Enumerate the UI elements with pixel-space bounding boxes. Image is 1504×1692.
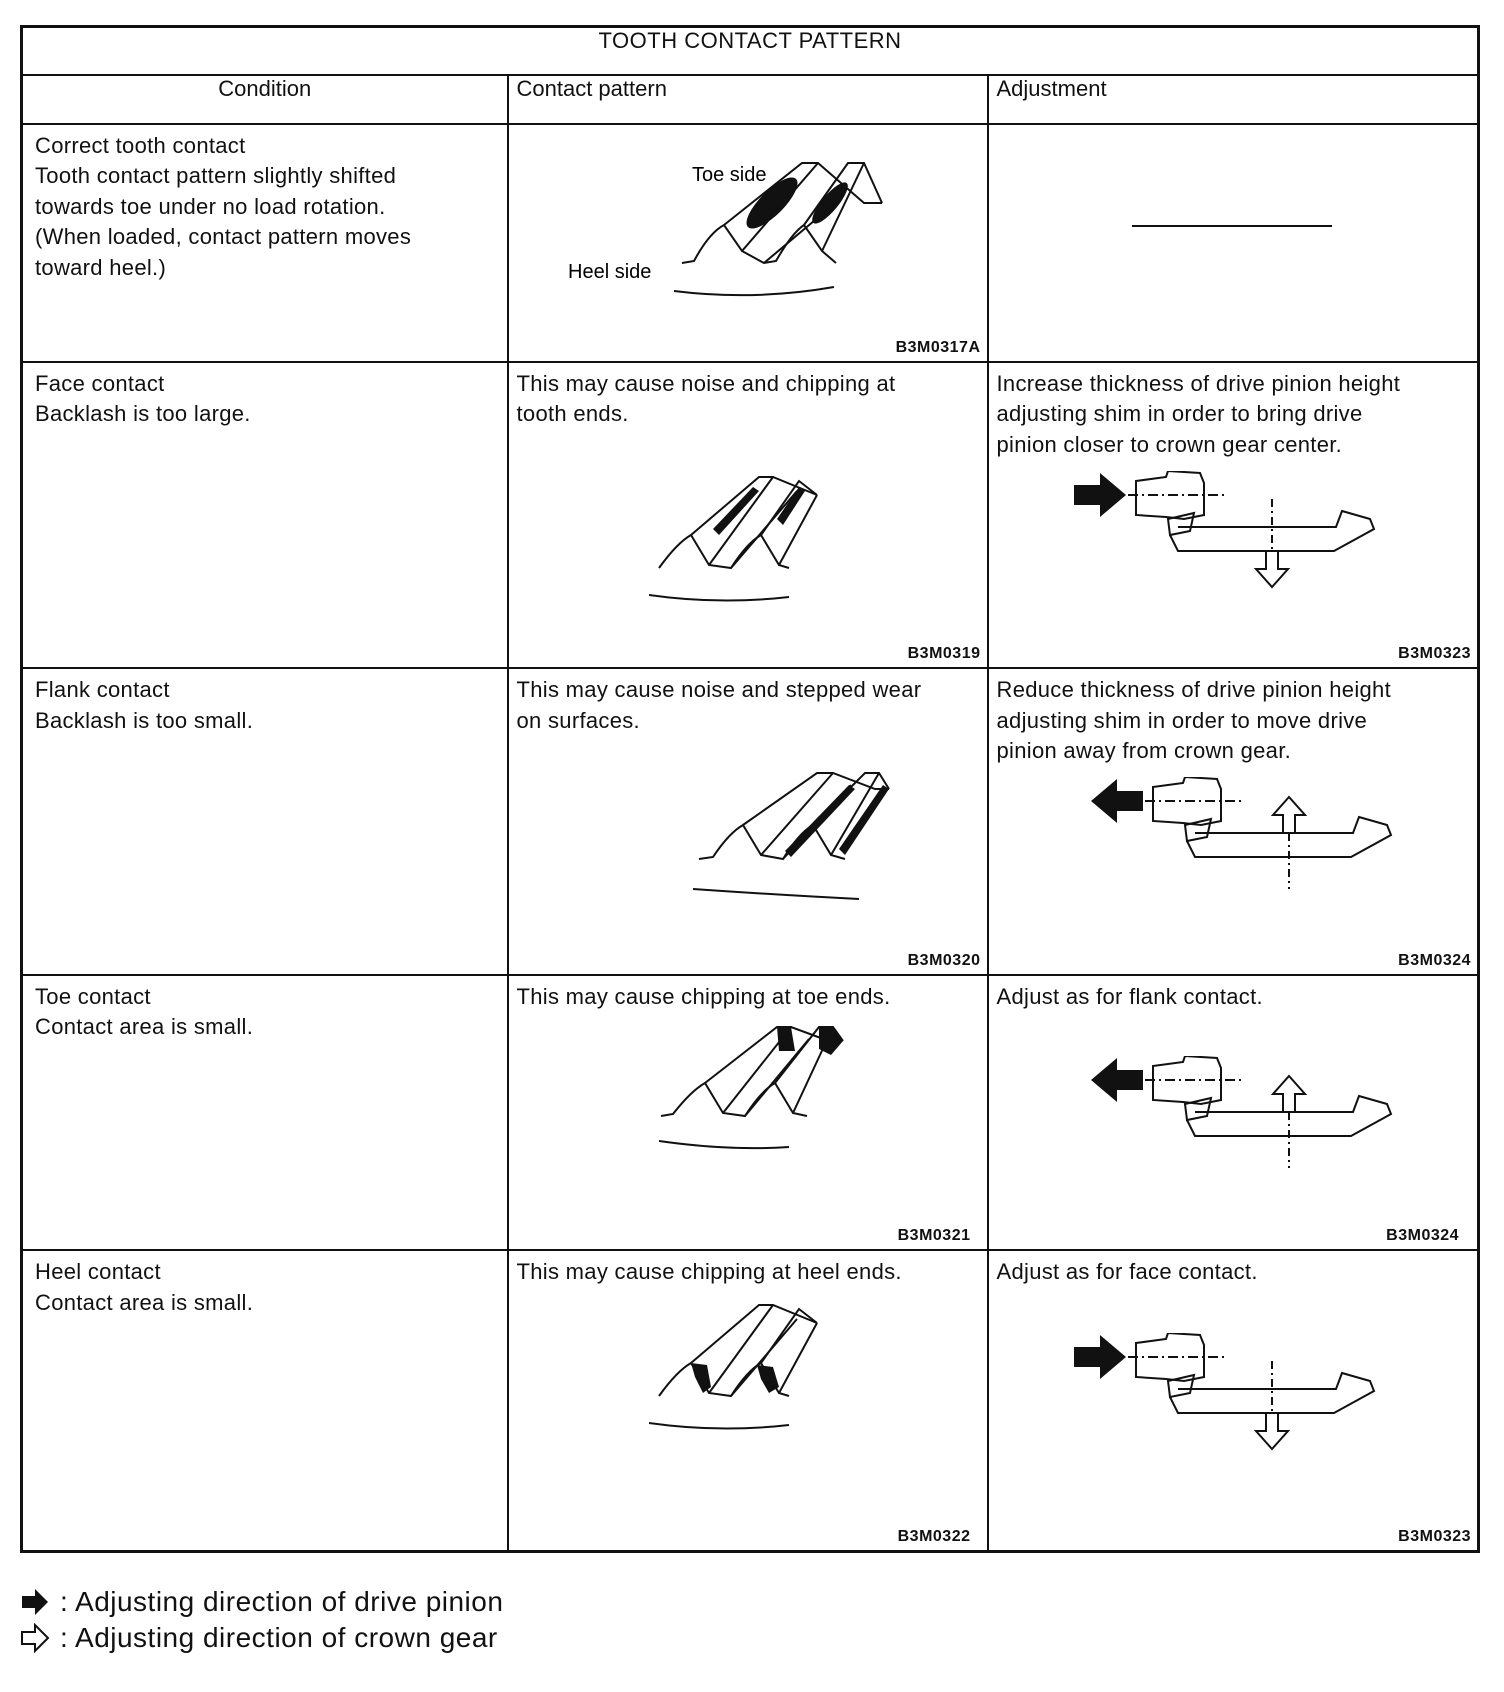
condition-cell bbox=[22, 975, 508, 1251]
condition-name: Face contact bbox=[35, 370, 165, 396]
solid-arrow-icon bbox=[1091, 779, 1143, 823]
figure-code: B3M0324 bbox=[1386, 1227, 1460, 1245]
condition-name: Flank contact bbox=[35, 677, 170, 703]
adjustment-text: Adjust as for face contact. bbox=[996, 1259, 1258, 1285]
contact-pattern-cell bbox=[508, 1250, 988, 1551]
contact-pattern-cell bbox=[508, 124, 988, 362]
figure-code: B3M0323 bbox=[1398, 645, 1472, 663]
outline-arrow-icon bbox=[20, 1623, 50, 1653]
gear-tooth-figure bbox=[689, 769, 919, 919]
figure-code: B3M0319 bbox=[907, 645, 981, 663]
condition-cell bbox=[22, 668, 508, 974]
adjustment-text: Reduce thickness of drive pinion height bbox=[996, 677, 1391, 703]
contact-pattern-text: tooth ends. bbox=[516, 401, 629, 427]
contact-pattern-text: This may cause noise and stepped wear bbox=[516, 677, 922, 703]
gear-tooth-figure bbox=[649, 473, 849, 613]
table-title: TOOTH CONTACT PATTERN bbox=[22, 27, 1479, 76]
gear-tooth-figure bbox=[659, 1021, 859, 1161]
legend-text: : Adjusting direction of crown gear bbox=[60, 1622, 498, 1653]
adjustment-text: Adjust as for flank contact. bbox=[996, 983, 1263, 1009]
solid-arrow-icon bbox=[1074, 1335, 1126, 1379]
no-adjustment-dash bbox=[1132, 225, 1332, 227]
contact-pattern-text: This may cause chipping at heel ends. bbox=[516, 1259, 902, 1285]
legend-text: : Adjusting direction of drive pinion bbox=[60, 1586, 504, 1617]
pinion-adjustment-figure bbox=[1091, 777, 1431, 917]
legend-drive-pinion bbox=[20, 1586, 503, 1618]
solid-arrow-icon bbox=[1091, 1058, 1143, 1102]
adjustment-text: adjusting shim in order to move drive bbox=[996, 707, 1368, 733]
adjustment-text: pinion closer to crown gear center. bbox=[996, 431, 1343, 457]
condition-cell bbox=[22, 362, 508, 668]
condition-cell bbox=[22, 1250, 508, 1551]
pinion-adjustment-figure bbox=[1091, 1056, 1431, 1196]
table-row bbox=[22, 1250, 1479, 1551]
condition-name: Toe contact bbox=[35, 983, 151, 1009]
condition-name: Heel contact bbox=[35, 1259, 161, 1285]
legend-crown-gear bbox=[20, 1622, 498, 1654]
table-row bbox=[22, 668, 1479, 974]
condition-description: towards toe under no load rotation. bbox=[35, 193, 386, 219]
figure-code: B3M0324 bbox=[1398, 951, 1472, 969]
condition-description: Contact area is small. bbox=[35, 1289, 254, 1315]
contact-pattern-text: on surfaces. bbox=[516, 707, 640, 733]
solid-arrow-icon bbox=[20, 1587, 50, 1617]
condition-description: Backlash is too large. bbox=[35, 401, 251, 427]
solid-arrow-icon bbox=[1074, 473, 1126, 517]
condition-name: Correct tooth contact bbox=[35, 132, 246, 158]
adjustment-cell bbox=[988, 668, 1479, 974]
contact-pattern-text: This may cause noise and chipping at bbox=[516, 370, 896, 396]
condition-description: Contact area is small. bbox=[35, 1014, 254, 1040]
condition-cell bbox=[22, 124, 508, 362]
heel-side-label: Heel side bbox=[567, 260, 651, 283]
pinion-adjustment-figure bbox=[1074, 471, 1414, 611]
adjustment-cell bbox=[988, 975, 1479, 1251]
contact-pattern-cell bbox=[508, 975, 988, 1251]
figure-code: B3M0320 bbox=[907, 951, 981, 969]
condition-description: (When loaded, contact pattern moves bbox=[35, 224, 412, 250]
condition-description: Tooth contact pattern slightly shifted bbox=[35, 163, 397, 189]
gear-tooth-figure bbox=[649, 1301, 849, 1441]
toe-side-label: Toe side bbox=[691, 163, 766, 186]
contact-pattern-cell bbox=[508, 362, 988, 668]
contact-pattern-cell bbox=[508, 668, 988, 974]
adjustment-text: pinion away from crown gear. bbox=[996, 738, 1292, 764]
figure-code: B3M0317A bbox=[895, 338, 981, 356]
condition-description: toward heel.) bbox=[35, 254, 167, 280]
adjustment-cell bbox=[988, 362, 1479, 668]
table-row bbox=[22, 975, 1479, 1251]
table-row bbox=[22, 124, 1479, 362]
adjustment-text: Increase thickness of drive pinion height bbox=[996, 370, 1401, 396]
pinion-adjustment-figure bbox=[1074, 1333, 1414, 1473]
figure-code: B3M0323 bbox=[1398, 1528, 1472, 1545]
column-header-contact-pattern: Contact pattern bbox=[508, 75, 988, 123]
column-header-condition: Condition bbox=[22, 75, 508, 123]
figure-code: B3M0321 bbox=[897, 1227, 971, 1245]
gear-tooth-figure bbox=[564, 143, 984, 318]
table-row bbox=[22, 362, 1479, 668]
condition-description: Backlash is too small. bbox=[35, 707, 254, 733]
figure-code: B3M0322 bbox=[897, 1528, 971, 1545]
column-header-adjustment: Adjustment bbox=[988, 75, 1479, 123]
tooth-contact-pattern-table bbox=[20, 25, 1480, 1553]
contact-pattern-text: This may cause chipping at toe ends. bbox=[516, 983, 891, 1009]
adjustment-text: adjusting shim in order to bring drive bbox=[996, 401, 1363, 427]
adjustment-cell bbox=[988, 124, 1479, 362]
adjustment-cell bbox=[988, 1250, 1479, 1551]
